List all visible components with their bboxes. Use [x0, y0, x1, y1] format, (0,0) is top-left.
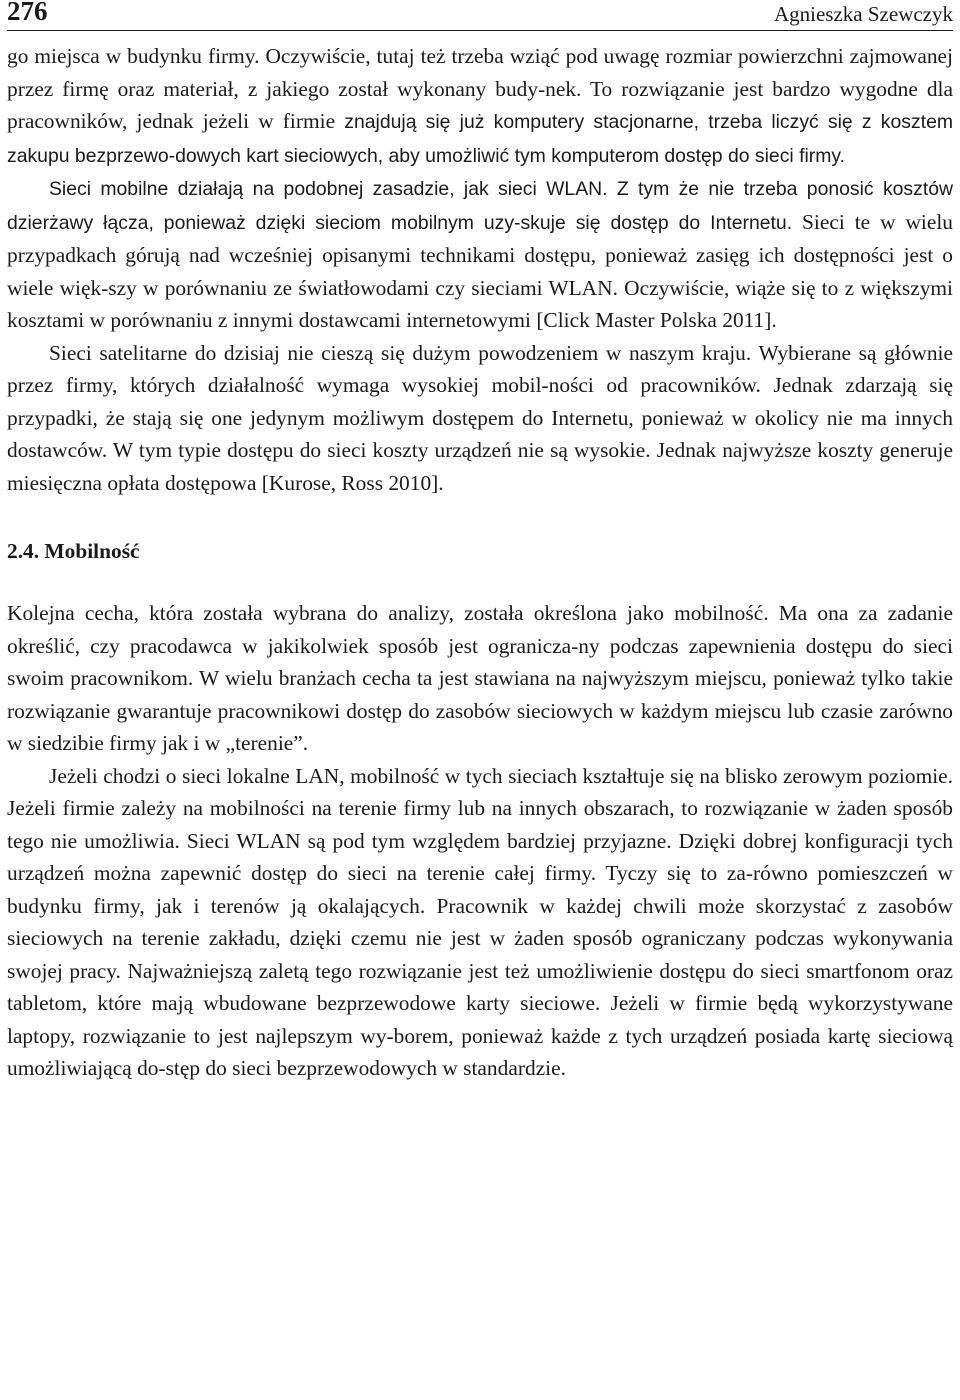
page	[7, 0, 953, 1085]
paragraph-continued-serif: go miejsca w budynku firmy. Oczywiście, tutaj też trzeba wziąć pod uwagę rozmiar powierzchni zajmowanej przez firmę oraz materiał, z jakiego został wykonany budy-nek. To rozwiązanie jest bardzo wygodne dla pracowników, jednak jeżeli w firmie	[7, 44, 953, 133]
running-header	[7, 0, 953, 31]
paragraph-mobile-networks	[7, 172, 953, 337]
body-text	[7, 40, 953, 1085]
paragraph-continued-sans: znajdują się już komputery stacjonarne, trzeba liczyć się z kosztem zakupu bezprzewo-dowych kart sieciowych, aby umożliwić tym komputerom dostęp do sieci firmy.	[7, 111, 954, 167]
paragraph-continued	[7, 40, 953, 172]
paragraph-mobile-networks-serif: Sieci te w wielu przypadkach górują nad wcześniej opisanymi technikami dostępu, ponieważ zasięg ich dostępności jest o wiele więk-szy w porównaniu ze światłowodami czy sieciami WLAN. Oczywiście, wiąże się to z większymi kosztami w porównaniu z innymi dostawcami internetowymi [Click Master Polska 2011].	[7, 209, 953, 332]
paragraph-lan-mobility: Jeżeli chodzi o sieci lokalne LAN, mobilność w tych sieciach kształtuje się na blisko zerowym poziomie. Jeżeli firmie zależy na mobilności na terenie firmy lub na innych obszarach, to rozwiązanie w żaden sposób tego nie umożliwia. Sieci WLAN są pod tym względem bardziej przyjazne. Dzięki dobrej konfiguracji tych urządzeń można zapewnić dostęp do sieci na terenie całej firmy. Tyczy się to za-równo pomieszczeń w budynku firmy, jak i terenów ją okalających. Pracownik w każdej chwili może skorzystać z zasobów sieciowych na terenie zakładu, dzięki czemu nie jest w żaden sposób ograniczany podczas wykonywania swojej pracy. Najważniejszą zaletą tego rozwiązanie jest też umożliwienie dostępu do sieci smartfonom oraz tabletom, które mają wbudowane bezprzewodowe karty sieciowe. Jeżeli w firmie będą wykorzystywane laptopy, rozwiązanie to jest najlepszym wy-borem, ponieważ każde z tych urządzeń posiada kartę sieciową umożliwiającą do-stęp do sieci bezprzewodowych w standardzie.	[7, 763, 953, 1080]
paragraph-satellite-networks: Sieci satelitarne do dzisiaj nie cieszą się dużym powodzeniem w naszym kraju. Wybierane są głównie przez firmy, których działalność wymaga wysokiej mobil-ności od pracowników. Jednak zdarzają się przypadki, że stają się one jedynym możliwym dostępem do Internetu, ponieważ w okolicy nie ma innych dostawców. W tym typie dostępu do sieci koszty urządzeń nie są wysokie. Jednak najwyższe koszty generuje miesięczna opłata dostępowa [Kurose, Ross 2010].	[7, 340, 953, 495]
page-number: 276	[7, 0, 48, 26]
paragraph-mobility-intro: Kolejna cecha, która została wybrana do analizy, została określona jako mobilność. Ma ona za zadanie określić, czy pracodawca w jakikolwiek sposób jest ogranicza-ny podczas zapewnienia dostępu do sieci swoim pracownikom. W wielu branżach cecha ta jest stawiana na najwyższym miejscu, ponieważ tylko takie rozwiązanie gwarantuje pracownikowi dostęp do zasobów sieciowych w każdym miejscu lub czasie zarówno w siedzibie firmy jak i w „terenie”.	[7, 601, 953, 755]
section-heading: 2.4. Mobilność	[7, 539, 140, 563]
running-header-author: Agnieszka Szewczyk	[773, 2, 953, 26]
paragraph-mobile-networks-sans: Sieci mobilne działają na podobnej zasadzie, jak sieci WLAN. Z tym że nie trzeba ponosić kosztów dzierżawy łącza, ponieważ dzięki sieciom mobilnym uzy-skuje się dostęp do Internetu.	[7, 178, 953, 234]
